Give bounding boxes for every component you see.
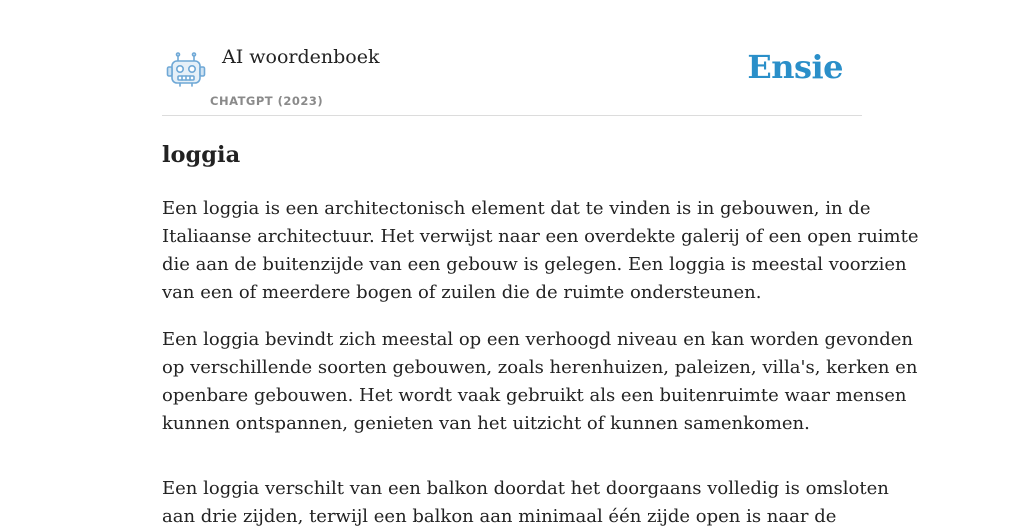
paragraph-line: aan drie zijden, terwijl een balkon aan minimaal één zijde open is naar de: [162, 506, 837, 527]
paragraph-line: op verschillende soorten gebouwen, zoals herenhuizen, paleizen, villa's, kerken en: [162, 357, 918, 378]
paragraph-line: Een loggia verschilt van een balkon doordat het doorgaans volledig is omsloten: [162, 478, 889, 499]
source-subtitle: CHATGPT (2023): [210, 94, 324, 108]
definition-paragraph: [162, 475, 889, 531]
paragraph-line: die aan de buitenzijde van een gebouw is gelegen. Een loggia is meestal voorzien: [162, 254, 907, 275]
definition-paragraph: [162, 326, 918, 438]
brand-logo[interactable]: Ensie: [747, 48, 843, 86]
page: [162, 0, 919, 531]
paragraph-line: van een of meerdere bogen of zuilen die de ruimte ondersteunen.: [162, 282, 762, 303]
source-header: [162, 40, 862, 116]
paragraph-line: Een loggia bevindt zich meestal op een verhoogd niveau en kan worden gevonden: [162, 329, 913, 350]
definition-paragraph: [162, 195, 919, 307]
source-title[interactable]: AI woordenboek: [222, 46, 380, 68]
paragraph-line: openbare gebouwen. Het wordt vaak gebruikt als een buitenruimte waar mensen: [162, 385, 907, 406]
paragraph-line: Een loggia is een architectonisch element dat te vinden is in gebouwen, in de: [162, 198, 871, 219]
entry-term: loggia: [162, 142, 241, 168]
robot-icon: [166, 52, 206, 88]
paragraph-line: Italiaanse architectuur. Het verwijst naar een overdekte galerij of een open ruimte: [162, 226, 919, 247]
paragraph-line: kunnen ontspannen, genieten van het uitzicht of kunnen samenkomen.: [162, 413, 810, 434]
